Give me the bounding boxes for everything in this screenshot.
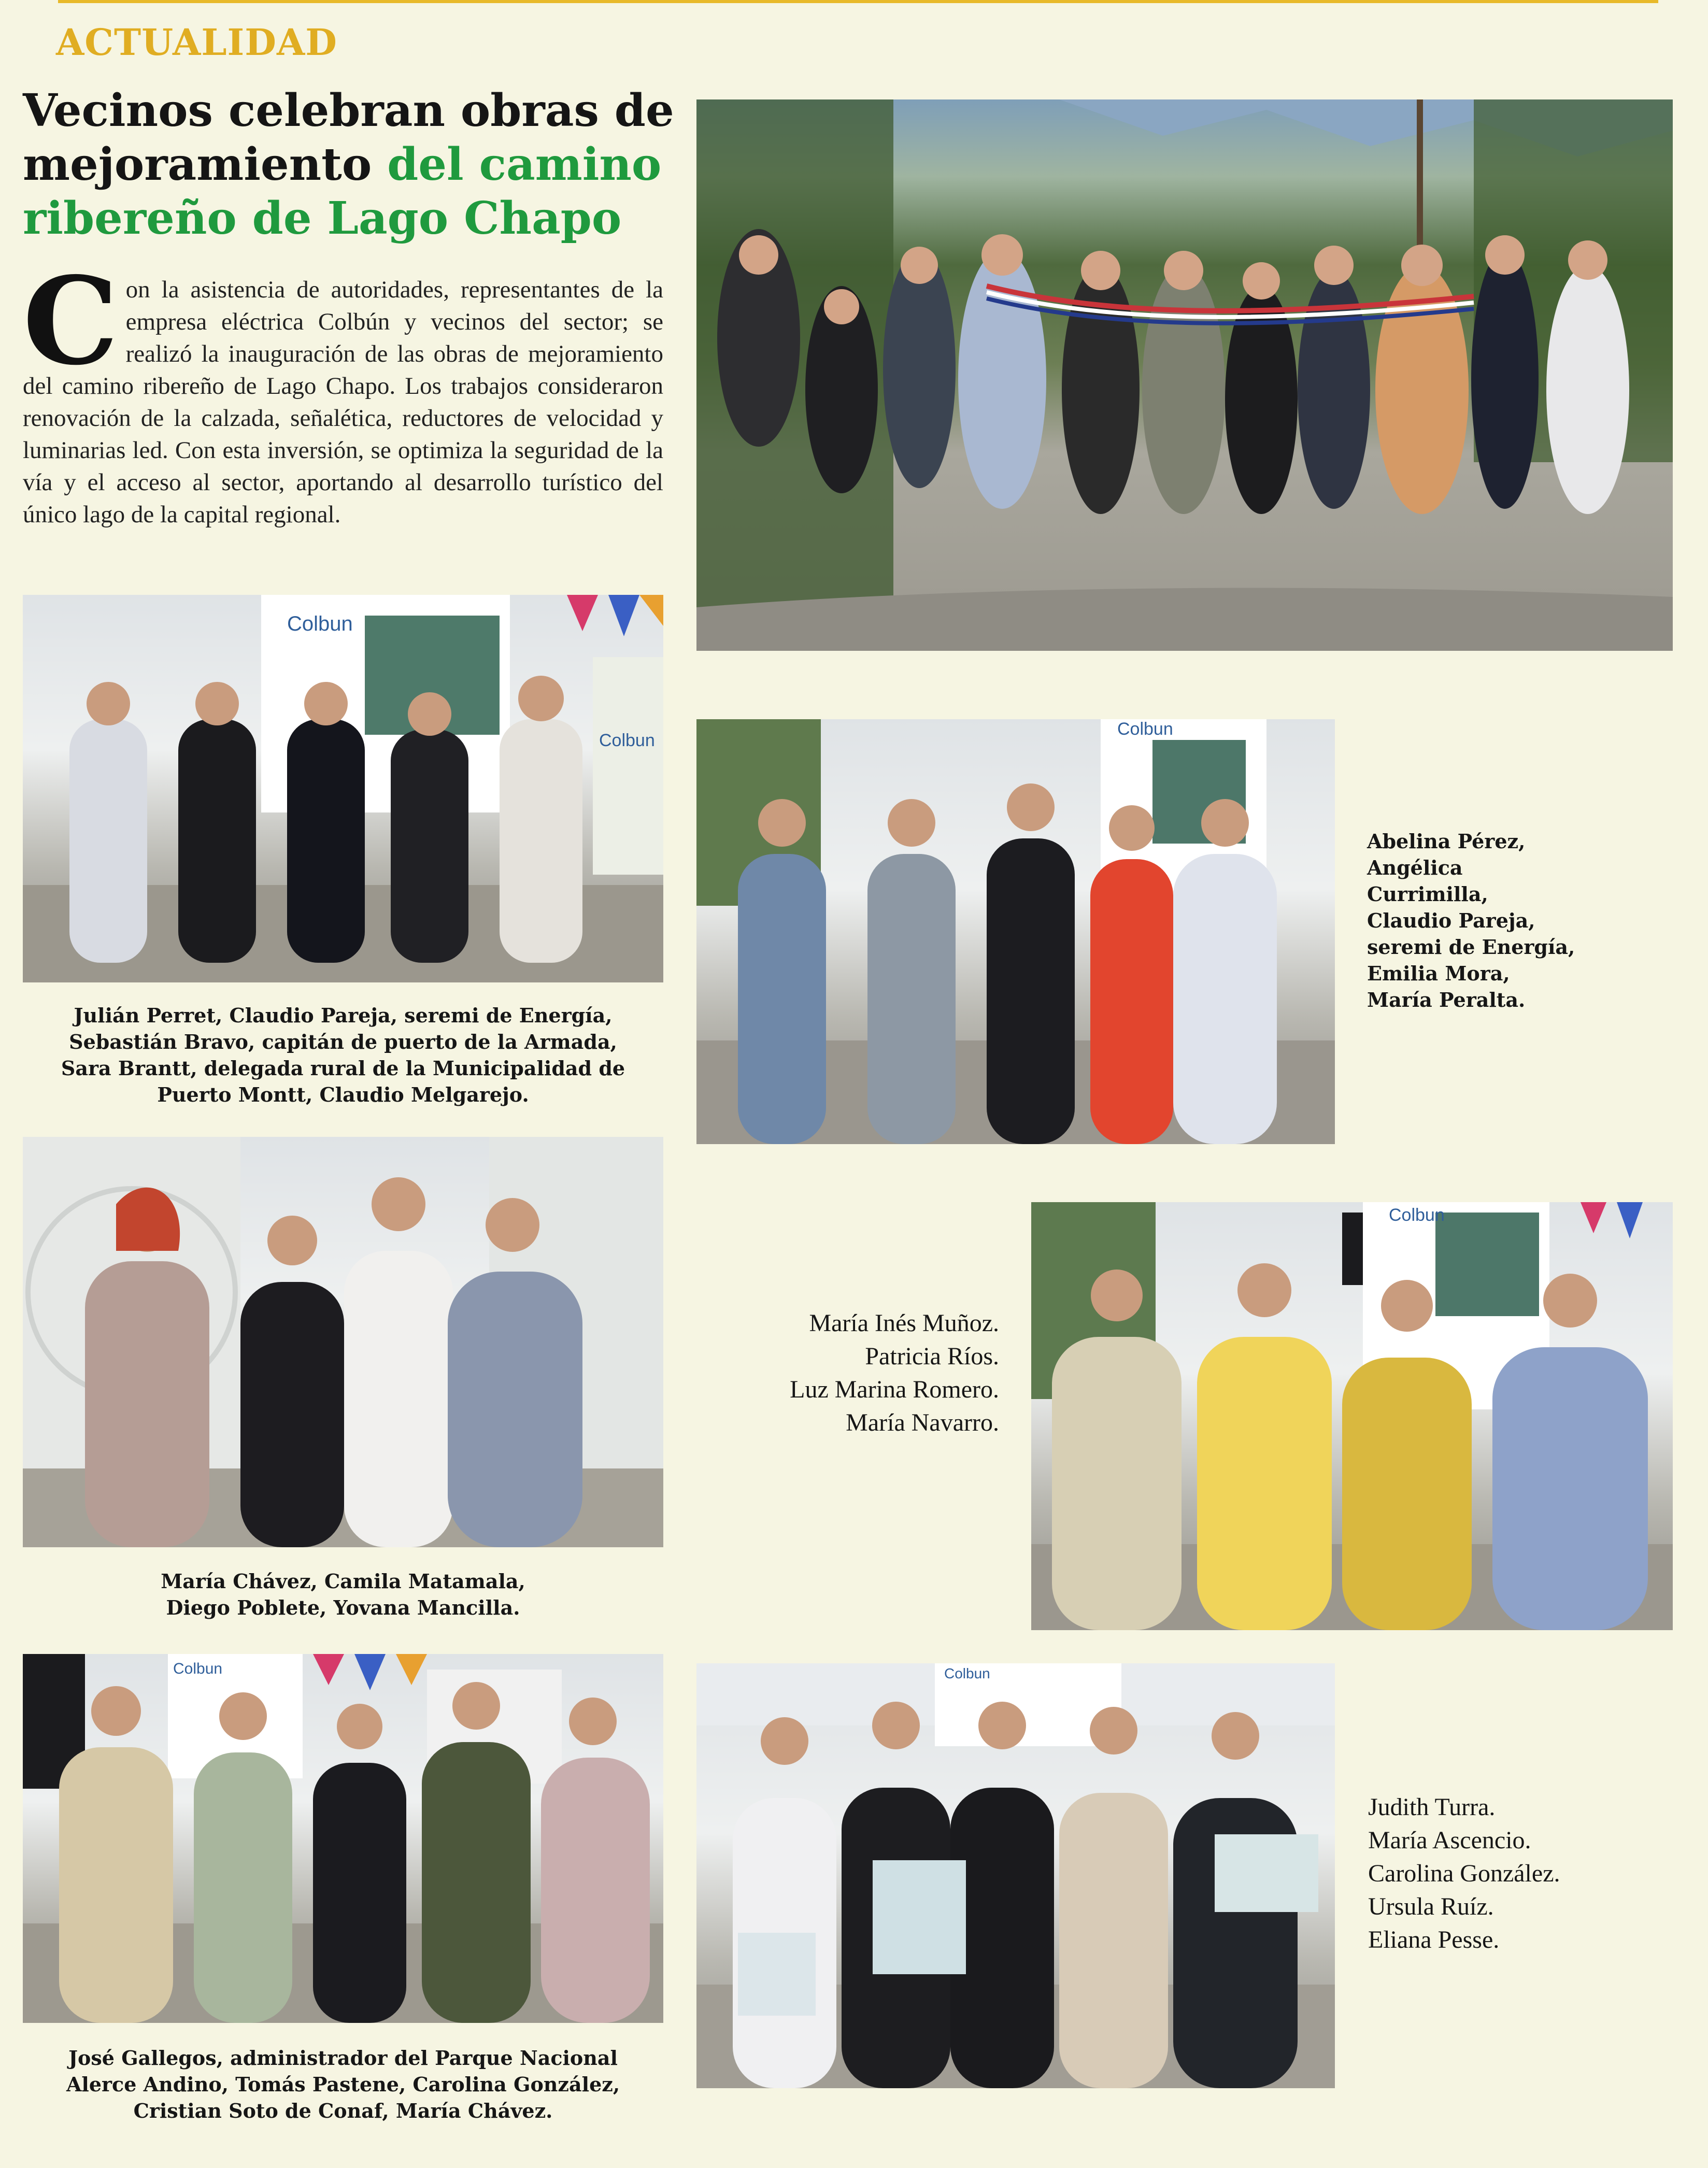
photo-ribbon-cutting bbox=[696, 99, 1673, 651]
caption-line: María Inés Muñoz. bbox=[809, 1309, 999, 1337]
headline-part2: del camino ribereño de Lago Chapo bbox=[23, 138, 662, 245]
photo-group-authorities bbox=[23, 595, 663, 982]
caption-3 bbox=[23, 1568, 663, 1621]
caption-line: Abelina Pérez, bbox=[1367, 830, 1526, 853]
caption-line: María Peralta. bbox=[1367, 988, 1526, 1011]
intro-paragraph bbox=[23, 250, 663, 531]
banner-logo: Colbun bbox=[1117, 719, 1173, 739]
photo-group-four-women bbox=[1031, 1202, 1673, 1630]
caption-6 bbox=[1368, 1791, 1617, 1957]
caption-line: Julián Perret, Claudio Pareja, seremi de Energía, bbox=[74, 1004, 613, 1027]
caption-line: Sara Brantt, delegada rural de la Municipalidad de bbox=[61, 1057, 625, 1080]
caption-line: María Ascencio. bbox=[1368, 1827, 1531, 1854]
caption-line: Alerce Andino, Tomás Pastene, Carolina González, bbox=[66, 2073, 620, 2096]
caption-line: Luz Marina Romero. bbox=[790, 1376, 999, 1403]
banner-logo-2: Colbun bbox=[599, 731, 655, 750]
caption-line: José Gallegos, administrador del Parque Nacional bbox=[68, 2046, 618, 2070]
caption-line: Cristian Soto de Conaf, María Chávez. bbox=[133, 2099, 553, 2122]
caption-line: Diego Poblete, Yovana Mancilla. bbox=[166, 1596, 520, 1619]
caption-line: seremi de Energía, bbox=[1367, 935, 1575, 959]
caption-line: Emilia Mora, bbox=[1367, 962, 1510, 985]
photo-group-chavez bbox=[23, 1137, 663, 1547]
dropcap: C bbox=[23, 250, 119, 392]
caption-line: Angélica bbox=[1367, 856, 1463, 879]
banner-logo: Colbun bbox=[1389, 1205, 1445, 1225]
caption-line: María Navarro. bbox=[846, 1409, 999, 1436]
caption-line: Sebastián Bravo, capitán de puerto de la Armada, bbox=[69, 1030, 617, 1053]
caption-line: Ursula Ruíz. bbox=[1368, 1893, 1494, 1920]
caption-line: Currimilla, bbox=[1367, 882, 1488, 906]
banner-logo: Colbun bbox=[287, 612, 353, 635]
caption-1 bbox=[23, 1002, 663, 1108]
caption-line: Puerto Montt, Claudio Melgarejo. bbox=[157, 1083, 529, 1106]
caption-line: Patricia Ríos. bbox=[865, 1343, 999, 1370]
caption-line: Judith Turra. bbox=[1368, 1793, 1496, 1821]
photo-group-seremi-women bbox=[696, 719, 1335, 1144]
top-rule bbox=[58, 0, 1658, 3]
banner-logo: Colbun bbox=[173, 1660, 223, 1677]
caption-line: María Chávez, Camila Matamala, bbox=[161, 1570, 525, 1593]
photo-group-conaf bbox=[23, 1654, 663, 2023]
caption-4 bbox=[694, 1307, 999, 1439]
headline-part1: Vecinos celebran obras de mejoramiento bbox=[23, 84, 674, 191]
caption-5 bbox=[23, 2045, 663, 2124]
caption-line: Claudio Pareja, bbox=[1367, 909, 1535, 932]
intro-text: on la asistencia de autoridades, representantes de la empresa eléctrica Colbún y vecinos del sector; se realizó la inauguración de las obras de mejoramiento del camino ribereño de Lago Chapo. Los trabajos consideraron renovación de la calzada, señalética, reductores de velocidad y luminarias led. Con esta inversión, se optimiza la seguridad de la vía y el acceso al sector, aportando al desarrollo turístico del único lago de la capital regional. bbox=[23, 276, 663, 528]
headline bbox=[23, 84, 696, 246]
photo-group-maps bbox=[696, 1663, 1335, 2088]
caption-line: Carolina González. bbox=[1368, 1860, 1560, 1887]
caption-2 bbox=[1367, 828, 1585, 1013]
section-label: ACTUALIDAD bbox=[56, 21, 337, 64]
banner-logo: Colbun bbox=[944, 1665, 990, 1681]
caption-line: Eliana Pesse. bbox=[1368, 1926, 1500, 1953]
